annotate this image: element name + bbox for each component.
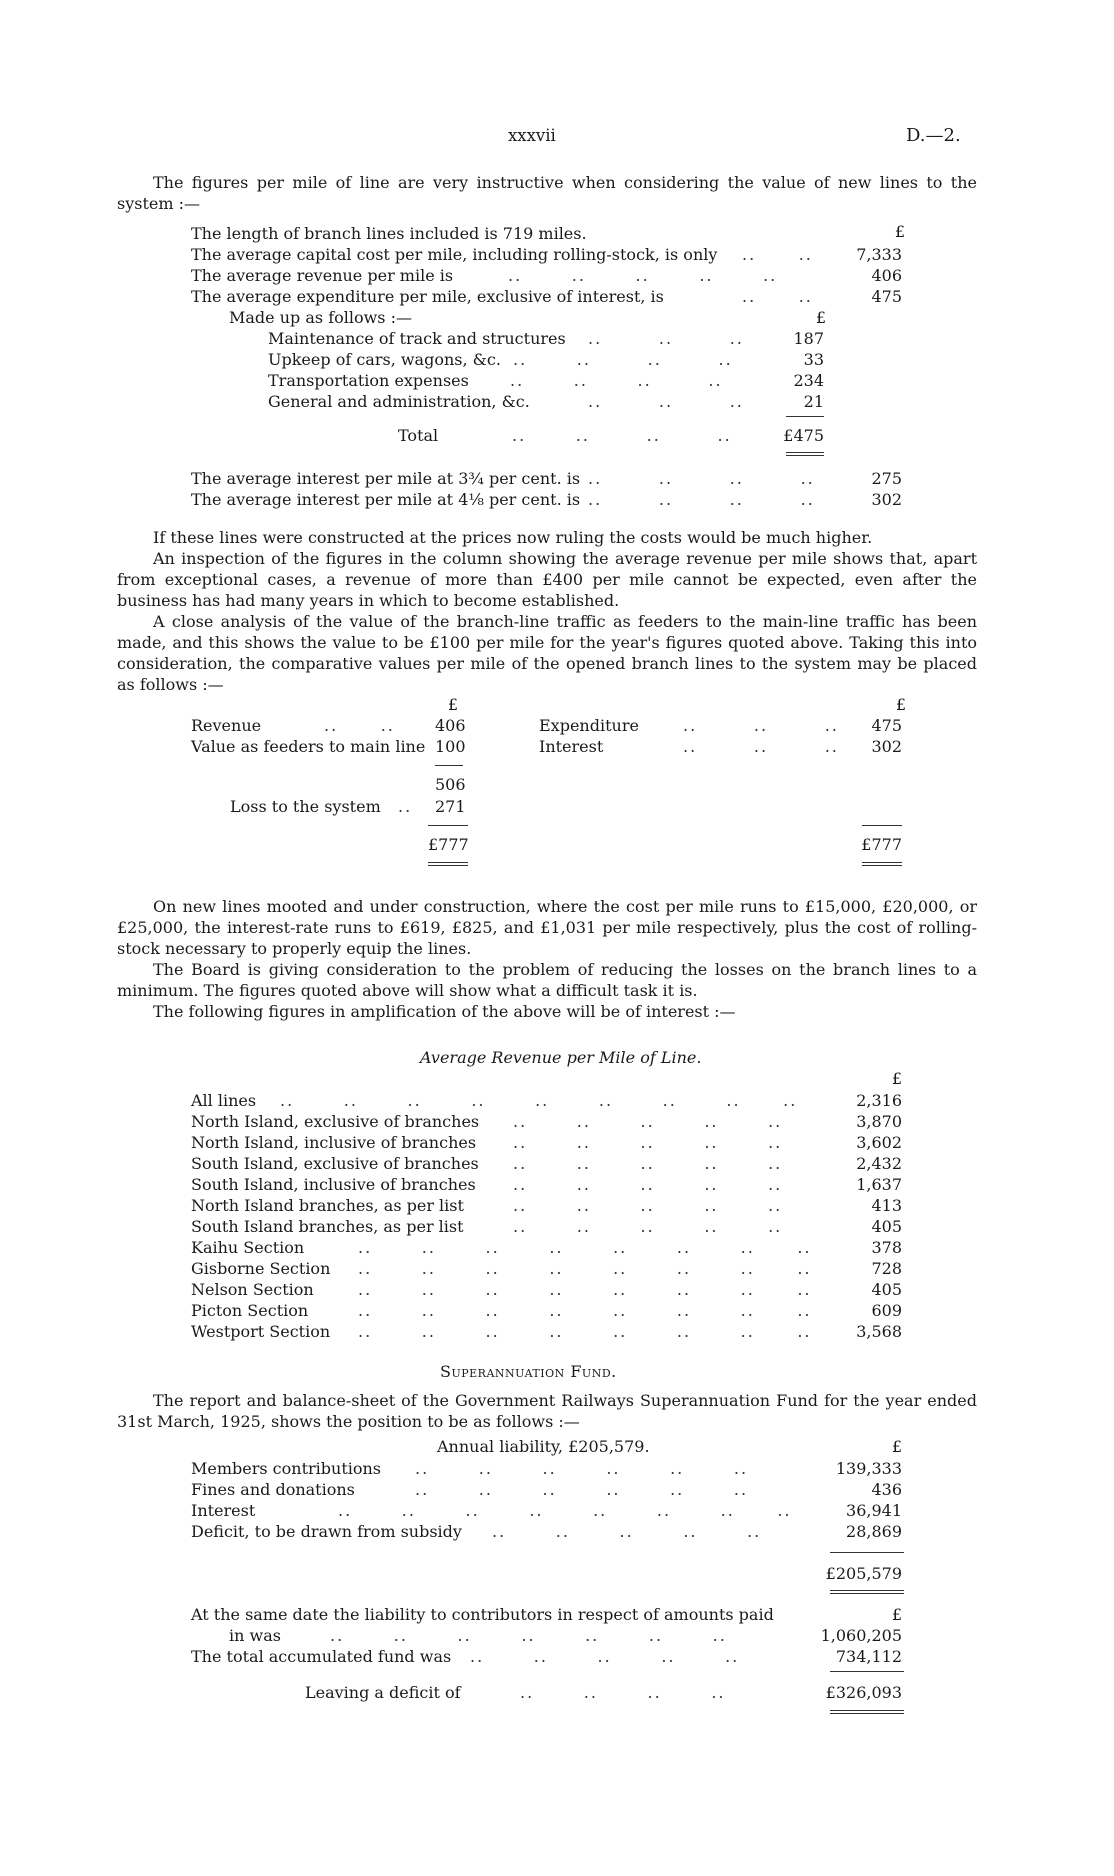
super-total-double-rule [830, 1590, 904, 1594]
table-row-label: Gisborne Section [191, 1259, 331, 1278]
liability-value: 1,060,205 [820, 1626, 902, 1645]
dot-leader: .. .. .. .. .. .. .. .. [358, 1238, 812, 1257]
right-double-rule [862, 862, 902, 866]
document-reference: D.—2. [906, 125, 961, 146]
deficit-label: Leaving a deficit of [305, 1683, 461, 1702]
deficit-subsidy-label: Deficit, to be drawn from subsidy [191, 1522, 462, 1541]
fund-value: 734,112 [835, 1647, 902, 1666]
fines-value: 436 [871, 1480, 902, 1499]
fines-label: Fines and donations [191, 1480, 355, 1499]
upkeep-value: 33 [803, 350, 824, 369]
paragraph: The following figures in amplification of the above will be of interest :— [153, 1002, 736, 1021]
analysis-paragraphs [117, 527, 977, 695]
dot-leader: .. .. .. .. .. .. .. .. [358, 1280, 812, 1299]
subtotal-rule [786, 416, 824, 417]
superannuation-heading: Superannuation Fund. [440, 1362, 617, 1381]
table-row-label: Westport Section [191, 1322, 331, 1341]
capital-cost-value: 7,333 [856, 245, 902, 264]
table-row-label: Picton Section [191, 1301, 309, 1320]
table-row-value: 609 [871, 1301, 902, 1320]
table-row-value: 405 [871, 1280, 902, 1299]
deficit-subsidy-value: 28,869 [846, 1522, 902, 1541]
dot-leader: .. .. [742, 287, 813, 306]
intro-text: The figures per mile of line are very instructive when considering the value of new lines to the system :— [117, 173, 977, 213]
paragraph: On new lines mooted and under construction, where the cost per mile runs to £15,000, £20,000, or £25,000, the interest-rate runs to £619, £825, and £1,031 per mile respectively, plus the cost of rolling-stock necessary to properly equip the lines. [117, 897, 977, 958]
total-label: Total [398, 426, 439, 445]
table-row-label: North Island, inclusive of branches [191, 1133, 477, 1152]
dot-leader: .. .. .. [683, 737, 839, 756]
right-currency: £ [895, 695, 906, 714]
paragraph: If these lines were constructed at the prices now ruling the costs would be much higher. [153, 528, 873, 547]
comp-revenue-value: 406 [435, 716, 466, 735]
dot-leader: .. .. .. .. .. .. .. [330, 1626, 727, 1645]
dot-leader: .. .. .. .. .. [513, 1175, 783, 1194]
maintenance-label: Maintenance of track and structures [268, 329, 566, 348]
table-row-label: South Island branches, as per list [191, 1217, 464, 1236]
liability-currency: £ [891, 1605, 902, 1624]
dot-leader: .. .. .. .. [510, 371, 723, 390]
superannuation-intro-paragraph [117, 1390, 977, 1432]
avg-revenue-currency: £ [891, 1069, 902, 1088]
interest-3-value: 275 [871, 469, 902, 488]
transport-label: Transportation expenses [268, 371, 469, 390]
dot-leader: .. .. .. .. .. [492, 1522, 762, 1541]
comp-interest-label: Interest [539, 737, 604, 756]
made-up-label: Made up as follows :— [229, 308, 412, 327]
dot-leader: .. .. .. .. .. [470, 1647, 740, 1666]
contributions-label: Members contributions [191, 1459, 382, 1478]
table-row-value: 2,432 [856, 1154, 902, 1173]
interest-value: 36,941 [846, 1501, 902, 1520]
dot-leader: .. .. .. .. .. [513, 1133, 783, 1152]
general-value: 21 [803, 392, 824, 411]
left-double-rule [428, 862, 468, 866]
paragraph: An inspection of the figures in the column showing the average revenue per mile shows that, apart from exceptional cases, a revenue of more than £400 per mile cannot be expected, even after the business has had many years in which to become established. [117, 549, 977, 610]
dot-leader: .. .. .. .. .. [513, 1112, 783, 1131]
comp-right-total: £777 [861, 835, 902, 854]
table-row-value: 728 [871, 1259, 902, 1278]
sub-currency: £ [815, 308, 826, 327]
interest-3-label: The average interest per mile at 3¾ per cent. is [191, 469, 581, 488]
dot-leader: .. .. .. [588, 329, 744, 348]
comp-left-total: £777 [428, 835, 469, 854]
comp-feeders-value: 100 [435, 737, 466, 756]
comp-revenue-label: Revenue [191, 716, 262, 735]
table-row-label: Kaihu Section [191, 1238, 305, 1257]
table-row-value: 405 [871, 1217, 902, 1236]
dot-leader: .. .. .. .. .. [513, 1217, 783, 1236]
avg-revenue-title: Average Revenue per Mile of Line. [420, 1048, 702, 1067]
per-mile-currency: £ [894, 222, 905, 241]
dot-leader: .. .. .. [588, 392, 744, 411]
dot-leader: .. .. .. .. [588, 469, 815, 488]
transport-value: 234 [793, 371, 824, 390]
capital-cost-label: The average capital cost per mile, including rolling-stock, is only [191, 245, 718, 264]
dot-leader: .. .. .. .. [520, 1683, 726, 1702]
deficit-value: £326,093 [825, 1683, 902, 1702]
deficit-double-rule [830, 1710, 904, 1714]
left-currency: £ [447, 695, 458, 714]
expenditure-label: The average expenditure per mile, exclusive of interest, is [191, 287, 664, 306]
table-row-value: 413 [871, 1196, 902, 1215]
comp-expenditure-label: Expenditure [539, 716, 639, 735]
super-total: £205,579 [825, 1564, 902, 1583]
comp-feeders-label: Value as feeders to main line [191, 737, 426, 756]
fund-label: The total accumulated fund was [191, 1647, 452, 1666]
dot-leader: .. .. .. .. .. [513, 1154, 783, 1173]
table-row-label: South Island, inclusive of branches [191, 1175, 476, 1194]
subtotal-rule [435, 765, 463, 766]
interest-label: Interest [191, 1501, 256, 1520]
intro-paragraph [117, 172, 977, 214]
upkeep-label: Upkeep of cars, wagons, &c. [268, 350, 501, 369]
interest-4-value: 302 [871, 490, 902, 509]
page-number: xxxvii [508, 126, 556, 145]
table-row-value: 3,602 [856, 1133, 902, 1152]
dot-leader: .. .. .. .. .. [513, 1196, 783, 1215]
dot-leader: .. .. .. .. .. .. .. .. [358, 1259, 812, 1278]
paragraph: The Board is giving consideration to the problem of reducing the losses on the branch lines to a minimum. The figures quoted above will show what a difficult task it is. [117, 960, 977, 1000]
dot-leader: .. .. .. .. .. .. .. .. [358, 1301, 812, 1320]
table-row-value: 3,568 [856, 1322, 902, 1341]
comp-subtotal: 506 [435, 775, 466, 794]
comp-loss-label: Loss to the system [230, 797, 381, 816]
expenditure-value: 475 [871, 287, 902, 306]
table-row-label: North Island branches, as per list [191, 1196, 464, 1215]
dot-leader: .. .. .. .. [588, 490, 815, 509]
comp-expenditure-value: 475 [871, 716, 902, 735]
table-row-label: North Island, exclusive of branches [191, 1112, 480, 1131]
dot-leader: .. .. .. .. .. .. .. .. [338, 1501, 792, 1520]
length-line: The length of branch lines included is 719 miles. [191, 224, 587, 243]
liability-line-2: in was [229, 1626, 281, 1645]
comp-loss-value: 271 [435, 797, 466, 816]
table-row-label: South Island, exclusive of branches [191, 1154, 479, 1173]
deficit-rule [830, 1671, 904, 1672]
dot-leader: .. .. .. .. .. .. .. .. [358, 1322, 812, 1341]
dot-leader: .. .. .. .. [513, 350, 733, 369]
table-row-label: Nelson Section [191, 1280, 314, 1299]
superannuation-intro-text: The report and balance-sheet of the Government Railways Superannuation Fund for the year ended 31st March, 1925, shows the position to be as follows :— [117, 1391, 977, 1431]
table-row-value: 378 [871, 1238, 902, 1257]
dot-leader: .. .. .. .. .. .. [415, 1459, 749, 1478]
total-value: £475 [783, 426, 824, 445]
right-total-rule [862, 825, 902, 826]
interest-4-label: The average interest per mile at 4⅛ per cent. is [191, 490, 581, 509]
dot-leader: .. .. .. .. .. [508, 266, 778, 285]
maintenance-value: 187 [793, 329, 824, 348]
revenue-value: 406 [871, 266, 902, 285]
revenue-label: The average revenue per mile is [191, 266, 454, 285]
dot-leader: .. .. .. .. .. .. [415, 1480, 749, 1499]
dot-leader: .. .. .. .. .. .. .. .. .. [280, 1091, 798, 1110]
annual-liability: Annual liability, £205,579. [437, 1437, 650, 1456]
liability-line-1: At the same date the liability to contributors in respect of amounts paid [191, 1605, 774, 1624]
comp-interest-value: 302 [871, 737, 902, 756]
dot-leader: .. [398, 797, 413, 816]
general-label: General and administration, &c. [268, 392, 530, 411]
table-row-value: 1,637 [856, 1175, 902, 1194]
dot-leader: .. .. .. [683, 716, 839, 735]
new-lines-paragraphs [117, 896, 977, 1022]
super-currency: £ [891, 1437, 902, 1456]
table-row-label: All lines [191, 1091, 257, 1110]
table-row-value: 3,870 [856, 1112, 902, 1131]
left-total-rule [428, 825, 468, 826]
dot-leader: .. .. [742, 245, 813, 264]
dot-leader: .. .. [324, 716, 395, 735]
total-double-rule [786, 452, 824, 456]
paragraph: A close analysis of the value of the branch-line traffic as feeders to the main-line traffic has been made, and this shows the value to be £100 per mile for the year's figures quoted above. Taking this into consideration, the comparative values per mile of the opened branch lines to the system may be placed as follows :— [117, 612, 977, 694]
dot-leader: .. .. .. .. [512, 426, 732, 445]
table-row-value: 2,316 [856, 1091, 902, 1110]
super-subtotal-rule [830, 1552, 904, 1553]
contributions-value: 139,333 [835, 1459, 902, 1478]
